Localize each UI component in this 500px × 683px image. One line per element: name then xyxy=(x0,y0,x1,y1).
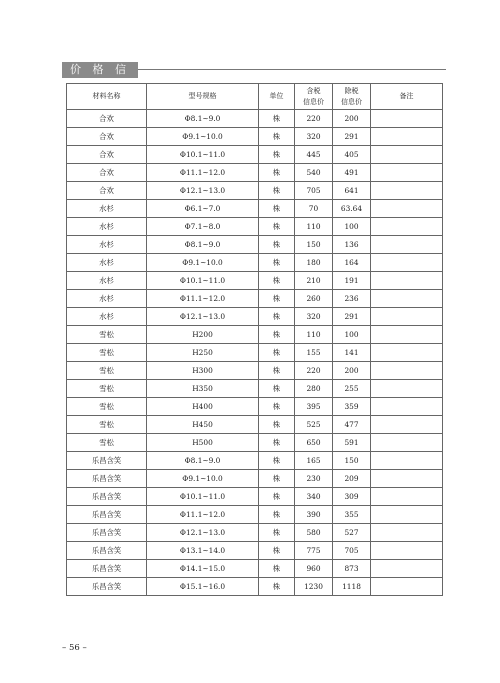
cell-spec: H350 xyxy=(147,380,259,398)
cell-spec: H250 xyxy=(147,344,259,362)
cell-unit: 株 xyxy=(259,218,295,236)
cell-remark xyxy=(371,416,443,434)
cell-spec: Φ7.1~8.0 xyxy=(147,218,259,236)
cell-spec: Φ14.1~15.0 xyxy=(147,560,259,578)
header-material-name: 材料名称 xyxy=(67,84,147,110)
cell-material-name: 乐昌含笑 xyxy=(67,560,147,578)
header-tax-excluded-price xyxy=(333,84,371,110)
table-row xyxy=(67,218,443,236)
table-row xyxy=(67,488,443,506)
cell-remark xyxy=(371,218,443,236)
cell-tax-excluded-price: 150 xyxy=(333,452,371,470)
header-tax-included-price xyxy=(295,84,333,110)
cell-remark xyxy=(371,254,443,272)
cell-material-name: 水杉 xyxy=(67,200,147,218)
cell-spec: Φ10.1~11.0 xyxy=(147,146,259,164)
cell-spec: Φ8.1~9.0 xyxy=(147,236,259,254)
cell-tax-excluded-price: 405 xyxy=(333,146,371,164)
table-row xyxy=(67,254,443,272)
cell-tax-included-price: 540 xyxy=(295,164,333,182)
cell-material-name: 乐昌含笑 xyxy=(67,578,147,596)
cell-material-name: 合欢 xyxy=(67,146,147,164)
cell-unit: 株 xyxy=(259,542,295,560)
cell-tax-excluded-price: 200 xyxy=(333,362,371,380)
table-row xyxy=(67,110,443,128)
cell-remark xyxy=(371,200,443,218)
cell-unit: 株 xyxy=(259,344,295,362)
cell-tax-included-price: 220 xyxy=(295,362,333,380)
cell-remark xyxy=(371,290,443,308)
cell-remark xyxy=(371,308,443,326)
cell-material-name: 合欢 xyxy=(67,128,147,146)
cell-tax-included-price: 650 xyxy=(295,434,333,452)
cell-spec: H200 xyxy=(147,326,259,344)
cell-tax-included-price: 220 xyxy=(295,110,333,128)
cell-material-name: 雪松 xyxy=(67,326,147,344)
table-row xyxy=(67,470,443,488)
cell-tax-included-price: 775 xyxy=(295,542,333,560)
cell-unit: 株 xyxy=(259,164,295,182)
cell-remark xyxy=(371,434,443,452)
cell-unit: 株 xyxy=(259,182,295,200)
table-row xyxy=(67,434,443,452)
cell-tax-excluded-price: 200 xyxy=(333,110,371,128)
table-row xyxy=(67,308,443,326)
cell-tax-excluded-price: 873 xyxy=(333,560,371,578)
page-number: – 56 – xyxy=(62,643,87,653)
cell-tax-included-price: 155 xyxy=(295,344,333,362)
header-tax-excluded-line1: 除税 xyxy=(344,86,359,95)
cell-unit: 株 xyxy=(259,110,295,128)
cell-remark xyxy=(371,542,443,560)
cell-tax-included-price: 445 xyxy=(295,146,333,164)
cell-spec: Φ10.1~11.0 xyxy=(147,488,259,506)
table-row xyxy=(67,272,443,290)
cell-remark xyxy=(371,128,443,146)
cell-tax-included-price: 705 xyxy=(295,182,333,200)
cell-spec: Φ11.1~12.0 xyxy=(147,290,259,308)
cell-material-name: 乐昌含笑 xyxy=(67,524,147,542)
cell-tax-included-price: 110 xyxy=(295,218,333,236)
cell-material-name: 水杉 xyxy=(67,218,147,236)
cell-remark xyxy=(371,182,443,200)
cell-remark xyxy=(371,488,443,506)
cell-material-name: 水杉 xyxy=(67,254,147,272)
cell-tax-excluded-price: 100 xyxy=(333,218,371,236)
cell-remark xyxy=(371,272,443,290)
cell-tax-included-price: 960 xyxy=(295,560,333,578)
cell-tax-included-price: 525 xyxy=(295,416,333,434)
cell-material-name: 乐昌含笑 xyxy=(67,542,147,560)
header-tax-included-line2: 信息价 xyxy=(303,97,324,106)
cell-spec: H500 xyxy=(147,434,259,452)
cell-remark xyxy=(371,362,443,380)
cell-remark xyxy=(371,524,443,542)
cell-remark xyxy=(371,560,443,578)
cell-tax-included-price: 180 xyxy=(295,254,333,272)
cell-tax-included-price: 70 xyxy=(295,200,333,218)
cell-tax-included-price: 110 xyxy=(295,326,333,344)
cell-tax-excluded-price: 309 xyxy=(333,488,371,506)
cell-spec: H300 xyxy=(147,362,259,380)
cell-tax-excluded-price: 100 xyxy=(333,326,371,344)
cell-tax-excluded-price: 191 xyxy=(333,272,371,290)
table-header-row xyxy=(67,84,443,110)
cell-tax-excluded-price: 136 xyxy=(333,236,371,254)
table-row xyxy=(67,560,443,578)
cell-spec: Φ12.1~13.0 xyxy=(147,524,259,542)
cell-unit: 株 xyxy=(259,380,295,398)
cell-spec: Φ11.1~12.0 xyxy=(147,164,259,182)
cell-tax-included-price: 260 xyxy=(295,290,333,308)
cell-tax-excluded-price: 591 xyxy=(333,434,371,452)
table-row xyxy=(67,128,443,146)
header-remark: 备注 xyxy=(371,84,443,110)
table-row xyxy=(67,164,443,182)
cell-unit: 株 xyxy=(259,236,295,254)
cell-spec: Φ12.1~13.0 xyxy=(147,182,259,200)
table-row xyxy=(67,326,443,344)
cell-remark xyxy=(371,380,443,398)
cell-unit: 株 xyxy=(259,578,295,596)
cell-tax-excluded-price: 255 xyxy=(333,380,371,398)
table-row xyxy=(67,524,443,542)
cell-remark xyxy=(371,578,443,596)
cell-material-name: 水杉 xyxy=(67,290,147,308)
cell-material-name: 乐昌含笑 xyxy=(67,506,147,524)
table-row xyxy=(67,380,443,398)
cell-unit: 株 xyxy=(259,452,295,470)
table-row xyxy=(67,200,443,218)
table-row xyxy=(67,182,443,200)
table-row xyxy=(67,452,443,470)
cell-tax-excluded-price: 359 xyxy=(333,398,371,416)
cell-material-name: 水杉 xyxy=(67,236,147,254)
cell-tax-included-price: 580 xyxy=(295,524,333,542)
cell-tax-included-price: 210 xyxy=(295,272,333,290)
cell-tax-included-price: 340 xyxy=(295,488,333,506)
cell-spec: H400 xyxy=(147,398,259,416)
cell-tax-excluded-price: 291 xyxy=(333,308,371,326)
cell-spec: Φ9.1~10.0 xyxy=(147,470,259,488)
cell-tax-excluded-price: 641 xyxy=(333,182,371,200)
cell-unit: 株 xyxy=(259,362,295,380)
cell-unit: 株 xyxy=(259,470,295,488)
cell-material-name: 雪松 xyxy=(67,380,147,398)
cell-tax-included-price: 280 xyxy=(295,380,333,398)
table-row xyxy=(67,344,443,362)
cell-tax-included-price: 395 xyxy=(295,398,333,416)
table-body xyxy=(67,110,443,596)
cell-unit: 株 xyxy=(259,416,295,434)
cell-tax-excluded-price: 527 xyxy=(333,524,371,542)
cell-spec: Φ9.1~10.0 xyxy=(147,128,259,146)
cell-unit: 株 xyxy=(259,398,295,416)
section-divider xyxy=(138,69,446,70)
cell-unit: 株 xyxy=(259,272,295,290)
cell-unit: 株 xyxy=(259,326,295,344)
cell-material-name: 乐昌含笑 xyxy=(67,452,147,470)
cell-remark xyxy=(371,452,443,470)
table-row xyxy=(67,146,443,164)
cell-spec: Φ11.1~12.0 xyxy=(147,506,259,524)
cell-remark xyxy=(371,164,443,182)
cell-material-name: 雪松 xyxy=(67,344,147,362)
price-table xyxy=(66,83,443,596)
cell-tax-included-price: 320 xyxy=(295,308,333,326)
table-row xyxy=(67,290,443,308)
header-tax-included-line1: 含税 xyxy=(306,86,321,95)
cell-tax-included-price: 1230 xyxy=(295,578,333,596)
cell-spec: Φ9.1~10.0 xyxy=(147,254,259,272)
cell-remark xyxy=(371,110,443,128)
table-row xyxy=(67,542,443,560)
cell-remark xyxy=(371,398,443,416)
cell-tax-excluded-price: 209 xyxy=(333,470,371,488)
table-row xyxy=(67,398,443,416)
cell-tax-excluded-price: 1118 xyxy=(333,578,371,596)
cell-remark xyxy=(371,236,443,254)
cell-remark xyxy=(371,344,443,362)
cell-tax-included-price: 390 xyxy=(295,506,333,524)
cell-remark xyxy=(371,470,443,488)
cell-tax-excluded-price: 491 xyxy=(333,164,371,182)
cell-unit: 株 xyxy=(259,488,295,506)
cell-tax-excluded-price: 291 xyxy=(333,128,371,146)
cell-material-name: 合欢 xyxy=(67,110,147,128)
cell-spec: Φ13.1~14.0 xyxy=(147,542,259,560)
cell-material-name: 乐昌含笑 xyxy=(67,470,147,488)
cell-material-name: 雪松 xyxy=(67,362,147,380)
cell-unit: 株 xyxy=(259,254,295,272)
cell-tax-included-price: 150 xyxy=(295,236,333,254)
cell-tax-excluded-price: 236 xyxy=(333,290,371,308)
cell-unit: 株 xyxy=(259,200,295,218)
header-tax-excluded-line2: 信息价 xyxy=(341,97,362,106)
cell-material-name: 水杉 xyxy=(67,272,147,290)
cell-spec: Φ15.1~16.0 xyxy=(147,578,259,596)
cell-tax-included-price: 165 xyxy=(295,452,333,470)
cell-remark xyxy=(371,506,443,524)
cell-unit: 株 xyxy=(259,146,295,164)
cell-spec: Φ8.1~9.0 xyxy=(147,452,259,470)
cell-material-name: 雪松 xyxy=(67,434,147,452)
header-spec: 型号规格 xyxy=(147,84,259,110)
table-row xyxy=(67,578,443,596)
cell-spec: Φ12.1~13.0 xyxy=(147,308,259,326)
table-row xyxy=(67,506,443,524)
cell-unit: 株 xyxy=(259,506,295,524)
cell-tax-included-price: 320 xyxy=(295,128,333,146)
cell-material-name: 合欢 xyxy=(67,182,147,200)
cell-tax-excluded-price: 477 xyxy=(333,416,371,434)
table-row xyxy=(67,362,443,380)
cell-spec: H450 xyxy=(147,416,259,434)
cell-spec: Φ6.1~7.0 xyxy=(147,200,259,218)
cell-unit: 株 xyxy=(259,560,295,578)
cell-material-name: 乐昌含笑 xyxy=(67,488,147,506)
cell-material-name: 合欢 xyxy=(67,164,147,182)
cell-tax-excluded-price: 63.64 xyxy=(333,200,371,218)
cell-tax-excluded-price: 141 xyxy=(333,344,371,362)
cell-spec: Φ8.1~9.0 xyxy=(147,110,259,128)
header-unit: 单位 xyxy=(259,84,295,110)
cell-tax-included-price: 230 xyxy=(295,470,333,488)
cell-tax-excluded-price: 705 xyxy=(333,542,371,560)
cell-unit: 株 xyxy=(259,128,295,146)
cell-spec: Φ10.1~11.0 xyxy=(147,272,259,290)
cell-remark xyxy=(371,146,443,164)
section-title: 价 格 信 息 xyxy=(62,62,138,78)
cell-unit: 株 xyxy=(259,434,295,452)
table-row xyxy=(67,416,443,434)
cell-tax-excluded-price: 355 xyxy=(333,506,371,524)
cell-material-name: 水杉 xyxy=(67,308,147,326)
cell-unit: 株 xyxy=(259,524,295,542)
cell-unit: 株 xyxy=(259,308,295,326)
cell-tax-excluded-price: 164 xyxy=(333,254,371,272)
cell-material-name: 雪松 xyxy=(67,416,147,434)
table-row xyxy=(67,236,443,254)
cell-remark xyxy=(371,326,443,344)
cell-material-name: 雪松 xyxy=(67,398,147,416)
cell-unit: 株 xyxy=(259,290,295,308)
